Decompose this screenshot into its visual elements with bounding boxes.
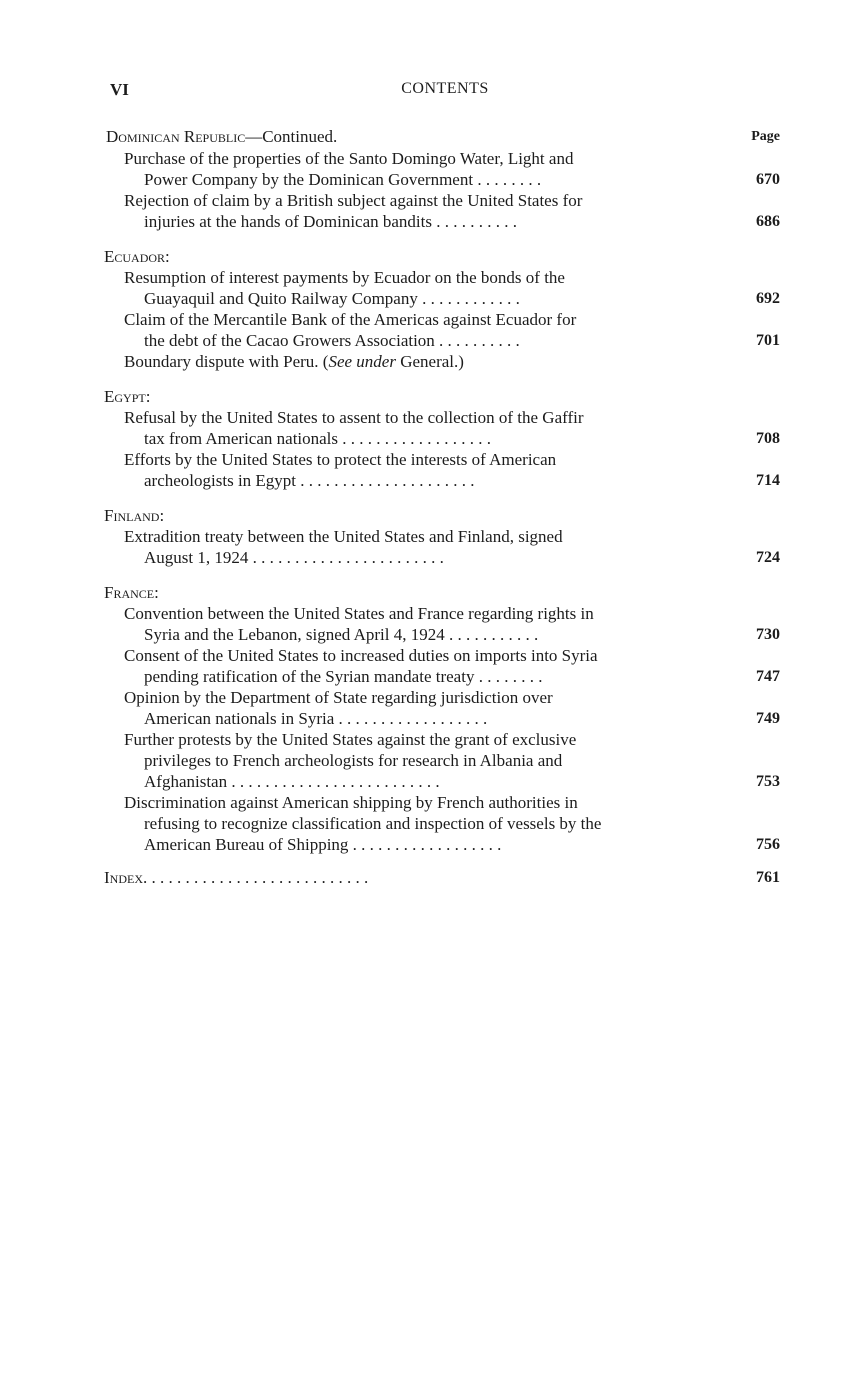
entry-line: the debt of the Cacao Growers Association . . . . . . . . . . — [144, 331, 520, 350]
entry-line: archeologists in Egypt . . . . . . . . . . . . . . . . . . . . . — [144, 471, 475, 490]
entry-line: Efforts by the United States to protect the interests of American — [124, 450, 557, 469]
entry-page-number: 670 — [756, 171, 780, 188]
entry-line: privileges to French archeologists for research in Albania and — [144, 751, 563, 770]
entry-page-number: 724 — [756, 549, 780, 566]
entry-line: Afghanistan . . . . . . . . . . . . . . . . . . . . . . . . . — [144, 772, 440, 791]
toc-section — [104, 582, 782, 855]
section-title: Ecuador: — [104, 247, 170, 266]
entry-page-number: 692 — [756, 290, 780, 307]
entry-line: refusing to recognize classification and inspection of vessels by the — [144, 814, 602, 833]
section-title: Finland: — [104, 506, 165, 525]
entry-line: Purchase of the properties of the Santo Domingo Water, Light and — [124, 149, 574, 168]
entry-line: Rejection of claim by a British subject against the United States for — [124, 191, 583, 210]
toc-entry[interactable] — [104, 603, 782, 645]
entry-text — [104, 645, 702, 687]
table-of-contents — [104, 126, 782, 888]
entry-line: tax from American nationals . . . . . . . . . . . . . . . . . . — [144, 429, 492, 448]
toc-entry[interactable] — [104, 309, 782, 351]
entry-text — [104, 449, 702, 491]
toc-entry[interactable] — [104, 190, 782, 232]
entry-text — [104, 729, 702, 792]
entry-text — [104, 309, 702, 351]
folio-number: VI — [110, 80, 129, 99]
toc-entry[interactable] — [104, 687, 782, 729]
entry-text — [104, 407, 702, 449]
entry-text — [104, 190, 702, 232]
toc-entry[interactable] — [104, 407, 782, 449]
toc-entry[interactable] — [104, 267, 782, 309]
entry-line: Guayaquil and Quito Railway Company . . . . . . . . . . . . — [144, 289, 520, 308]
toc-section — [104, 386, 782, 491]
entry-page-number: 714 — [756, 472, 780, 489]
toc-entry[interactable] — [104, 645, 782, 687]
index-entry[interactable] — [104, 867, 782, 888]
toc-header-row — [104, 126, 782, 148]
toc-section — [104, 505, 782, 568]
page-column-label: Page — [751, 129, 780, 144]
index-page-number: 761 — [756, 869, 780, 886]
toc-entry[interactable] — [104, 148, 782, 190]
entry-line: Extradition treaty between the United States and Finland, signed — [124, 527, 563, 546]
toc-entry[interactable] — [104, 792, 782, 855]
entry-line: pending ratification of the Syrian mandate treaty . . . . . . . . — [144, 667, 543, 686]
toc-entry[interactable] — [104, 729, 782, 792]
section-title: France: — [104, 583, 159, 602]
entry-text — [104, 148, 702, 190]
entry-text — [104, 687, 702, 729]
entry-line: Claim of the Mercantile Bank of the Americas against Ecuador for — [124, 310, 577, 329]
index-leader: . . . . . . . . . . . . . . . . . . . . . . . . . . . — [143, 868, 369, 887]
page-header — [110, 80, 780, 104]
entry-line: American nationals in Syria . . . . . . . . . . . . . . . . . . — [144, 709, 488, 728]
entry-page-number: 753 — [756, 773, 780, 790]
dominican-entries — [104, 148, 782, 232]
entry-page-number: 730 — [756, 626, 780, 643]
entry-line: Further protests by the United States against the grant of exclusive — [124, 730, 577, 749]
continued-heading: Dominican Republic—Continued. — [106, 127, 338, 146]
entry-line: Discrimination against American shipping by French authorities in — [124, 793, 578, 812]
toc-section — [104, 246, 782, 372]
entry-line: August 1, 1924 . . . . . . . . . . . . . . . . . . . . . . . — [144, 548, 444, 567]
entry-line: Opinion by the Department of State regarding jurisdiction over — [124, 688, 553, 707]
running-title: CONTENTS — [401, 80, 489, 97]
toc-entry[interactable] — [104, 526, 782, 568]
entry-line: Resumption of interest payments by Ecuador on the bonds of the — [124, 268, 565, 287]
entry-text — [104, 603, 702, 645]
entry-page-number: 756 — [756, 836, 780, 853]
section-title: Egypt: — [104, 387, 151, 406]
entry-line: Consent of the United States to increased duties on imports into Syria — [124, 646, 598, 665]
entry-line: American Bureau of Shipping . . . . . . . . . . . . . . . . . . — [144, 835, 502, 854]
entry-line: injuries at the hands of Dominican bandits . . . . . . . . . . — [144, 212, 517, 231]
entry-page-number: 749 — [756, 710, 780, 727]
entry-line: Convention between the United States and France regarding rights in — [124, 604, 594, 623]
entry-text — [104, 267, 702, 309]
section-note: Boundary dispute with Peru. (See under General.) — [124, 352, 464, 371]
entry-text — [104, 792, 702, 855]
index-label: Index — [104, 868, 143, 887]
entry-page-number: 747 — [756, 668, 780, 685]
entry-line: Syria and the Lebanon, signed April 4, 1924 . . . . . . . . . . . — [144, 625, 539, 644]
toc-entry[interactable] — [104, 449, 782, 491]
entry-text — [104, 526, 702, 568]
entry-page-number: 686 — [756, 213, 780, 230]
entry-page-number: 708 — [756, 430, 780, 447]
entry-page-number: 701 — [756, 332, 780, 349]
entry-line: Power Company by the Dominican Government . . . . . . . . — [144, 170, 542, 189]
entry-line: Refusal by the United States to assent to the collection of the Gaffir — [124, 408, 584, 427]
toc-sections — [104, 246, 782, 855]
